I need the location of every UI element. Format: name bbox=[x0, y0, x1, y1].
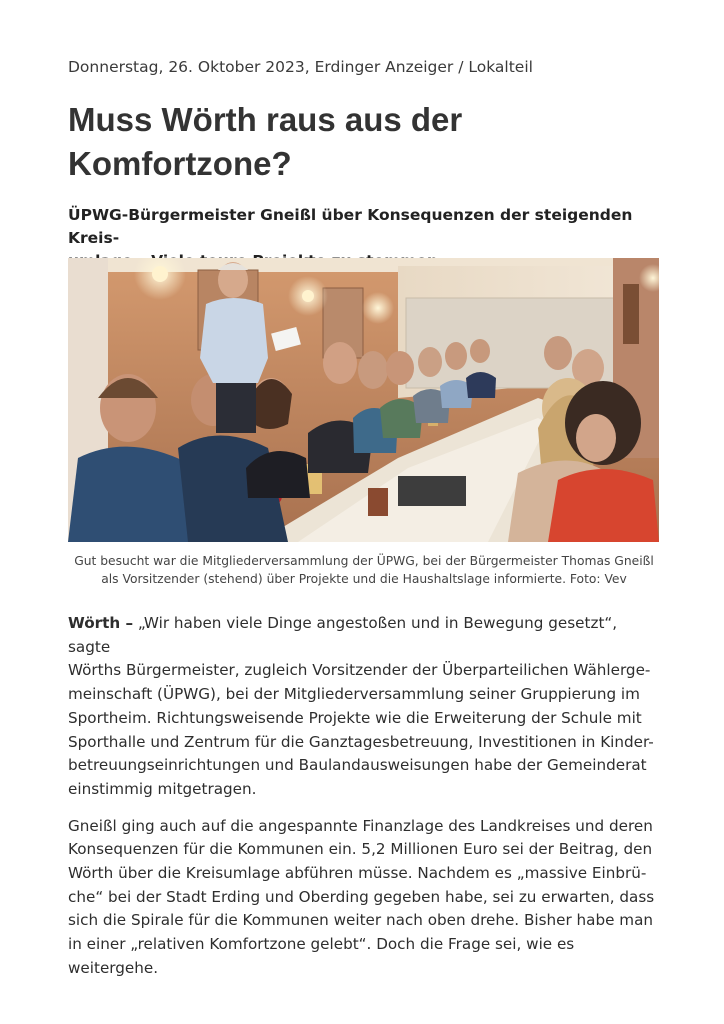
paragraph-1-line-4: Sportheim. Richtungsweisende Projekte wie die Erweiterung der Schule mit bbox=[68, 708, 642, 727]
paragraph-2-line-2: Konsequenzen für die Kommunen ein. 5,2 Millionen Euro sei der Beitrag, den bbox=[68, 840, 653, 859]
paragraph-1-line-7: einstimmig mitgetragen. bbox=[68, 779, 257, 798]
article-body bbox=[68, 612, 660, 994]
paragraph-2-line-7: weitergehe. bbox=[68, 958, 159, 977]
article-photo bbox=[68, 258, 659, 542]
paragraph-1-line-3: meinschaft (ÜPWG), bei der Mitgliederversammlung seiner Gruppierung im bbox=[68, 685, 640, 704]
paragraph-2-line-5: sich die Spirale für die Kommunen weiter nach oben drehe. Bisher habe man bbox=[68, 911, 654, 930]
paragraph-2-line-4: che“ bei der Stadt Erding und Oberding gegeben habe, sei zu erwarten, dass bbox=[68, 887, 655, 906]
dateline: Donnerstag, 26. Oktober 2023, Erdinger Anzeiger / Lokalteil bbox=[68, 58, 533, 76]
paragraph-1-line-6: betreuungseinrichtungen und Baulandausweisungen habe der Gemeinderat bbox=[68, 756, 647, 775]
paragraph-2-line-3: Wörth über die Kreisumlage abführen müsse. Nachdem es „massive Einbrü- bbox=[68, 864, 647, 883]
headline bbox=[68, 98, 660, 186]
article bbox=[68, 56, 660, 977]
subheadline-line-1: ÜPWG-Bürgermeister Gneißl über Konsequenzen der steigenden Kreis- bbox=[68, 206, 633, 247]
paragraph-1-line-5: Sporthalle und Zentrum für die Ganztagesbetreuung, Investitionen in Kinder- bbox=[68, 732, 654, 751]
paragraph-1 bbox=[68, 612, 660, 802]
paragraph-2-line-6: in einer „relativen Komfortzone gelebt“. Doch die Frage sei, wie es bbox=[68, 935, 575, 954]
meeting-photo-illustration bbox=[68, 258, 659, 542]
headline-line-1: Muss Wörth raus aus der bbox=[68, 101, 463, 138]
caption-line-1: Gut besucht war die Mitgliederversammlung der ÜPWG, bei der Bürgermeister Thomas Gneißl bbox=[74, 554, 654, 568]
paragraph-1-line-1: „Wir haben viele Dinge angestoßen und in Bewegung gesetzt“, sagte bbox=[68, 614, 618, 656]
photo-caption bbox=[58, 552, 670, 588]
caption-line-2: als Vorsitzender (stehend) über Projekte und die Haushaltslage informierte. Foto: Vev bbox=[101, 572, 627, 586]
paragraph-2 bbox=[68, 815, 660, 981]
headline-line-2: Komfortzone? bbox=[68, 145, 292, 182]
paragraph-1-line-2: Wörths Bürgermeister, zugleich Vorsitzender der Überparteilichen Wählerge- bbox=[68, 661, 651, 680]
paragraph-2-line-1: Gneißl ging auch auf die angespannte Finanzlage des Landkreises und deren bbox=[68, 816, 653, 835]
dateline-place: Wörth – bbox=[68, 614, 134, 632]
